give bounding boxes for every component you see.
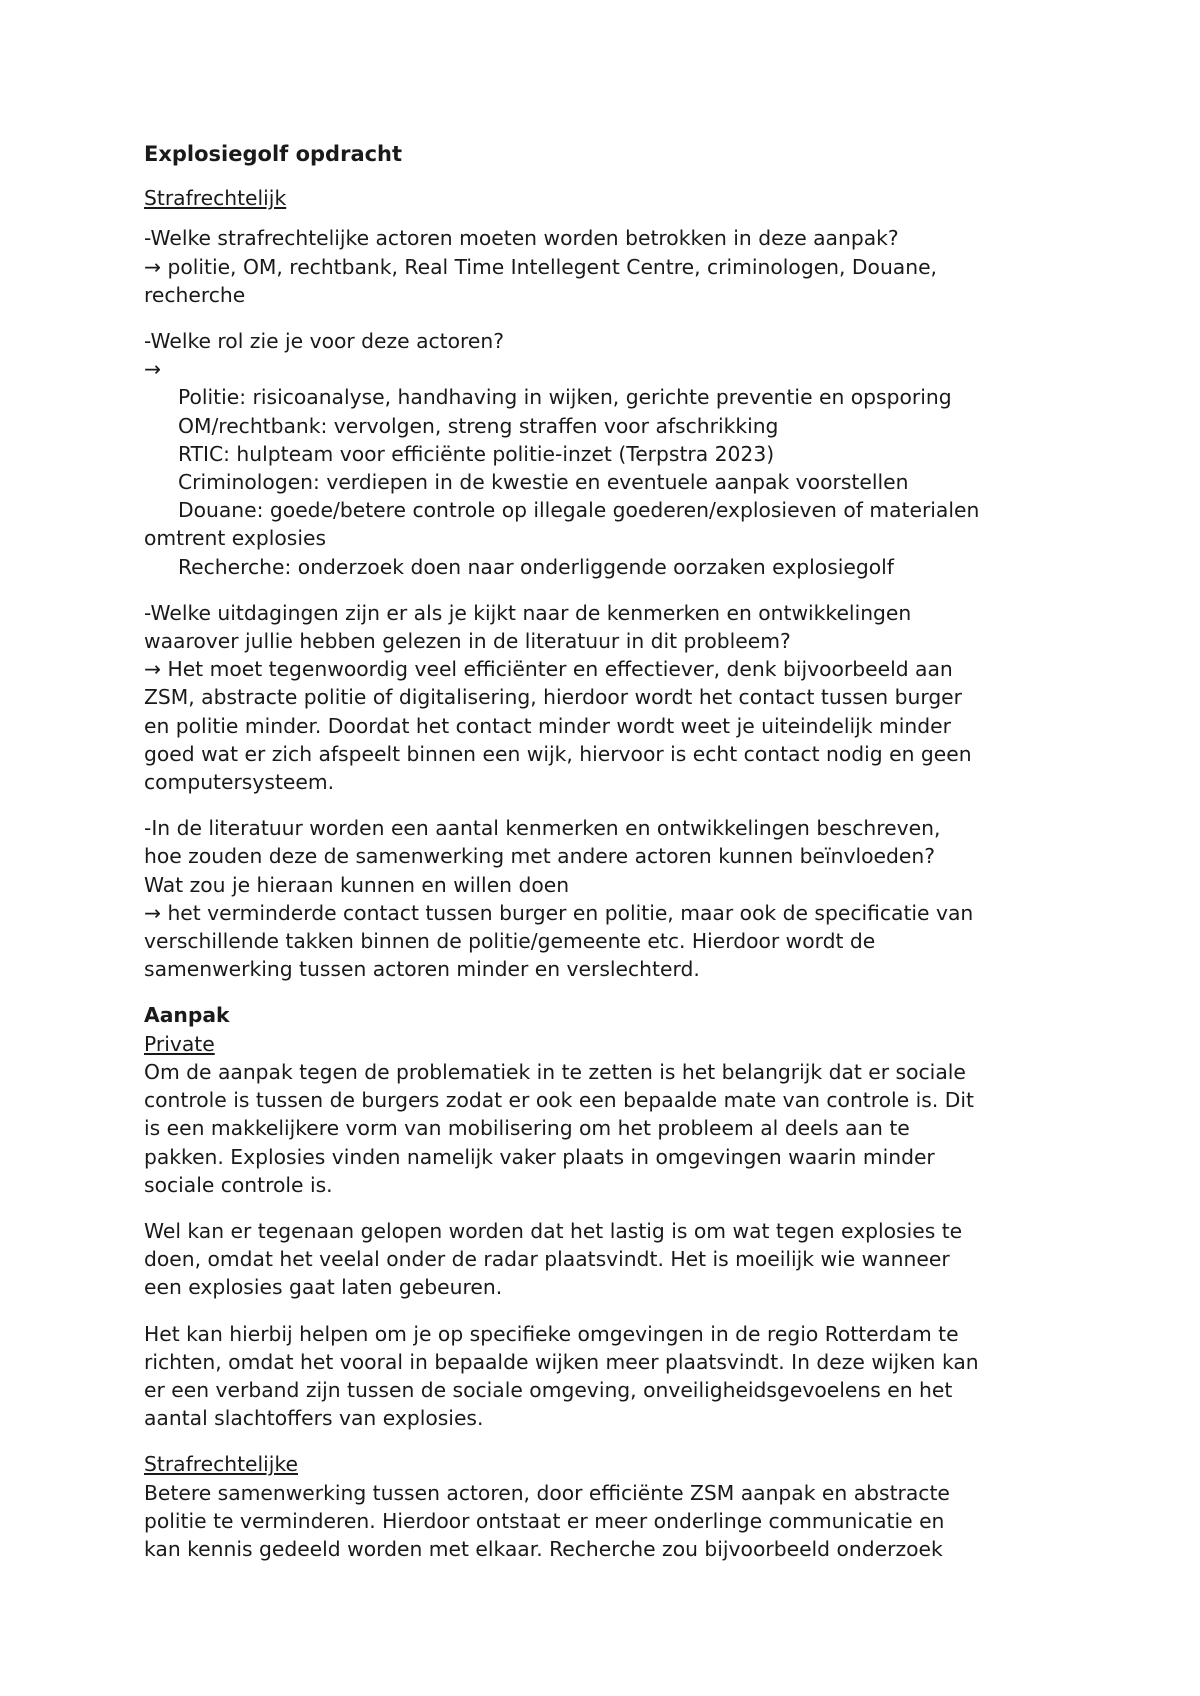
question-block-actors <box>144 224 1074 309</box>
question-block-challenges <box>144 599 1074 796</box>
paragraph-line: er een verband zijn tussen de sociale omgeving, onveiligheidsgevoelens en het <box>144 1377 953 1402</box>
answer-text: → politie, OM, rechtbank, Real Time Intellegent Centre, criminologen, Douane, <box>144 254 938 279</box>
role-item: Douane: goede/betere controle op illegale goederen/explosieven of materialen <box>178 498 980 523</box>
role-item: OM/rechtbank: vervolgen, streng straffen voor afschrikking <box>178 413 779 438</box>
role-item-continuation: omtrent explosies <box>144 526 327 551</box>
role-item: Recherche: onderzoek doen naar onderliggende oorzaken explosiegolf <box>178 554 894 579</box>
paragraph-line: verschillende takken binnen de politie/gemeente etc. Hierdoor wordt de <box>144 929 876 954</box>
paragraph-line: computersysteem. <box>144 770 335 795</box>
paragraph-private-2 <box>144 1217 1074 1302</box>
paragraph-line: Betere samenwerking tussen actoren, door efficiënte ZSM aanpak en abstracte <box>144 1480 950 1505</box>
paragraph-line: → het verminderde contact tussen burger en politie, maar ook de specificatie van <box>144 900 974 925</box>
paragraph-line: pakken. Explosies vinden namelijk vaker plaats in omgevingen waarin minder <box>144 1144 935 1169</box>
paragraph-line: ZSM, abstracte politie of digitalisering, hierdoor wordt het contact tussen burger <box>144 685 963 710</box>
paragraph-line: samenwerking tussen actoren minder en verslechterd. <box>144 957 700 982</box>
paragraph-line: goed wat er zich afspeelt binnen een wijk, hiervoor is echt contact nodig en geen <box>144 741 972 766</box>
paragraph-line: Het kan hierbij helpen om je op specifieke omgevingen in de regio Rotterdam te <box>144 1321 959 1346</box>
paragraph-line: controle is tussen de burgers zodat er ook een bepaalde mate van controle is. Dit <box>144 1088 974 1113</box>
role-item: RTIC: hulpteam voor efficiënte politie-inzet (Terpstra 2023) <box>178 441 775 466</box>
document-title: Explosiegolf opdracht <box>144 142 403 166</box>
arrow-icon: → <box>144 357 161 382</box>
paragraph-line: -Welke uitdagingen zijn er als je kijkt naar de kenmerken en ontwikkelingen <box>144 600 912 625</box>
paragraph-line: → Het moet tegenwoordig veel efficiënter en effectiever, denk bijvoorbeeld aan <box>144 657 953 682</box>
question-block-cooperation <box>144 814 1074 983</box>
subheading-strafrechtelijke: Strafrechtelijke <box>144 1452 298 1477</box>
paragraph-line: en politie minder. Doordat het contact minder wordt weet je uiteindelijk minder <box>144 713 951 738</box>
paragraph-line: kan kennis gedeeld worden met elkaar. Recherche zou bijvoorbeeld onderzoek <box>144 1536 943 1561</box>
section-heading-aanpak: Aanpak <box>144 1003 230 1028</box>
role-item: Politie: risicoanalyse, handhaving in wijken, gerichte preventie en opsporing <box>178 385 952 410</box>
section-heading-strafrechtelijk: Strafrechtelijk <box>144 186 287 211</box>
paragraph-line: aantal slachtoffers van explosies. <box>144 1406 484 1431</box>
role-item: Criminologen: verdiepen in de kwestie en eventuele aanpak voorstellen <box>178 470 909 495</box>
answer-text: recherche <box>144 282 246 307</box>
paragraph-line: politie te verminderen. Hierdoor ontstaat er meer onderlinge communicatie en <box>144 1508 945 1533</box>
paragraph-strafrechtelijke-1 <box>144 1479 1074 1564</box>
paragraph-line: Wel kan er tegenaan gelopen worden dat het lastig is om wat tegen explosies te <box>144 1218 963 1243</box>
paragraph-private-3 <box>144 1320 1074 1433</box>
document-page <box>144 140 1074 1581</box>
paragraph-line: Om de aanpak tegen de problematiek in te zetten is het belangrijk dat er sociale <box>144 1059 966 1084</box>
paragraph-line: sociale controle is. <box>144 1172 333 1197</box>
paragraph-line: is een makkelijkere vorm van mobilisering om het probleem al deels aan te <box>144 1116 910 1141</box>
paragraph-line: een explosies gaat laten gebeuren. <box>144 1275 503 1300</box>
question-text: -Welke strafrechtelijke actoren moeten worden betrokken in deze aanpak? <box>144 226 899 251</box>
subheading-private: Private <box>144 1031 215 1056</box>
paragraph-line: hoe zouden deze de samenwerking met andere actoren kunnen beïnvloeden? <box>144 844 935 869</box>
question-text: -Welke rol zie je voor deze actoren? <box>144 329 505 354</box>
paragraph-line: -In de literatuur worden een aantal kenmerken en ontwikkelingen beschreven, <box>144 816 941 841</box>
paragraph-line: doen, omdat het veelal onder de radar plaatsvindt. Het is moeilijk wie wanneer <box>144 1247 950 1272</box>
paragraph-line: Wat zou je hieraan kunnen en willen doen <box>144 872 570 897</box>
paragraph-private-1 <box>144 1058 1074 1199</box>
question-block-roles <box>144 327 1074 581</box>
paragraph-line: richten, omdat het vooral in bepaalde wijken meer plaatsvindt. In deze wijken kan <box>144 1349 979 1374</box>
paragraph-line: waarover jullie hebben gelezen in de literatuur in dit probleem? <box>144 629 791 654</box>
